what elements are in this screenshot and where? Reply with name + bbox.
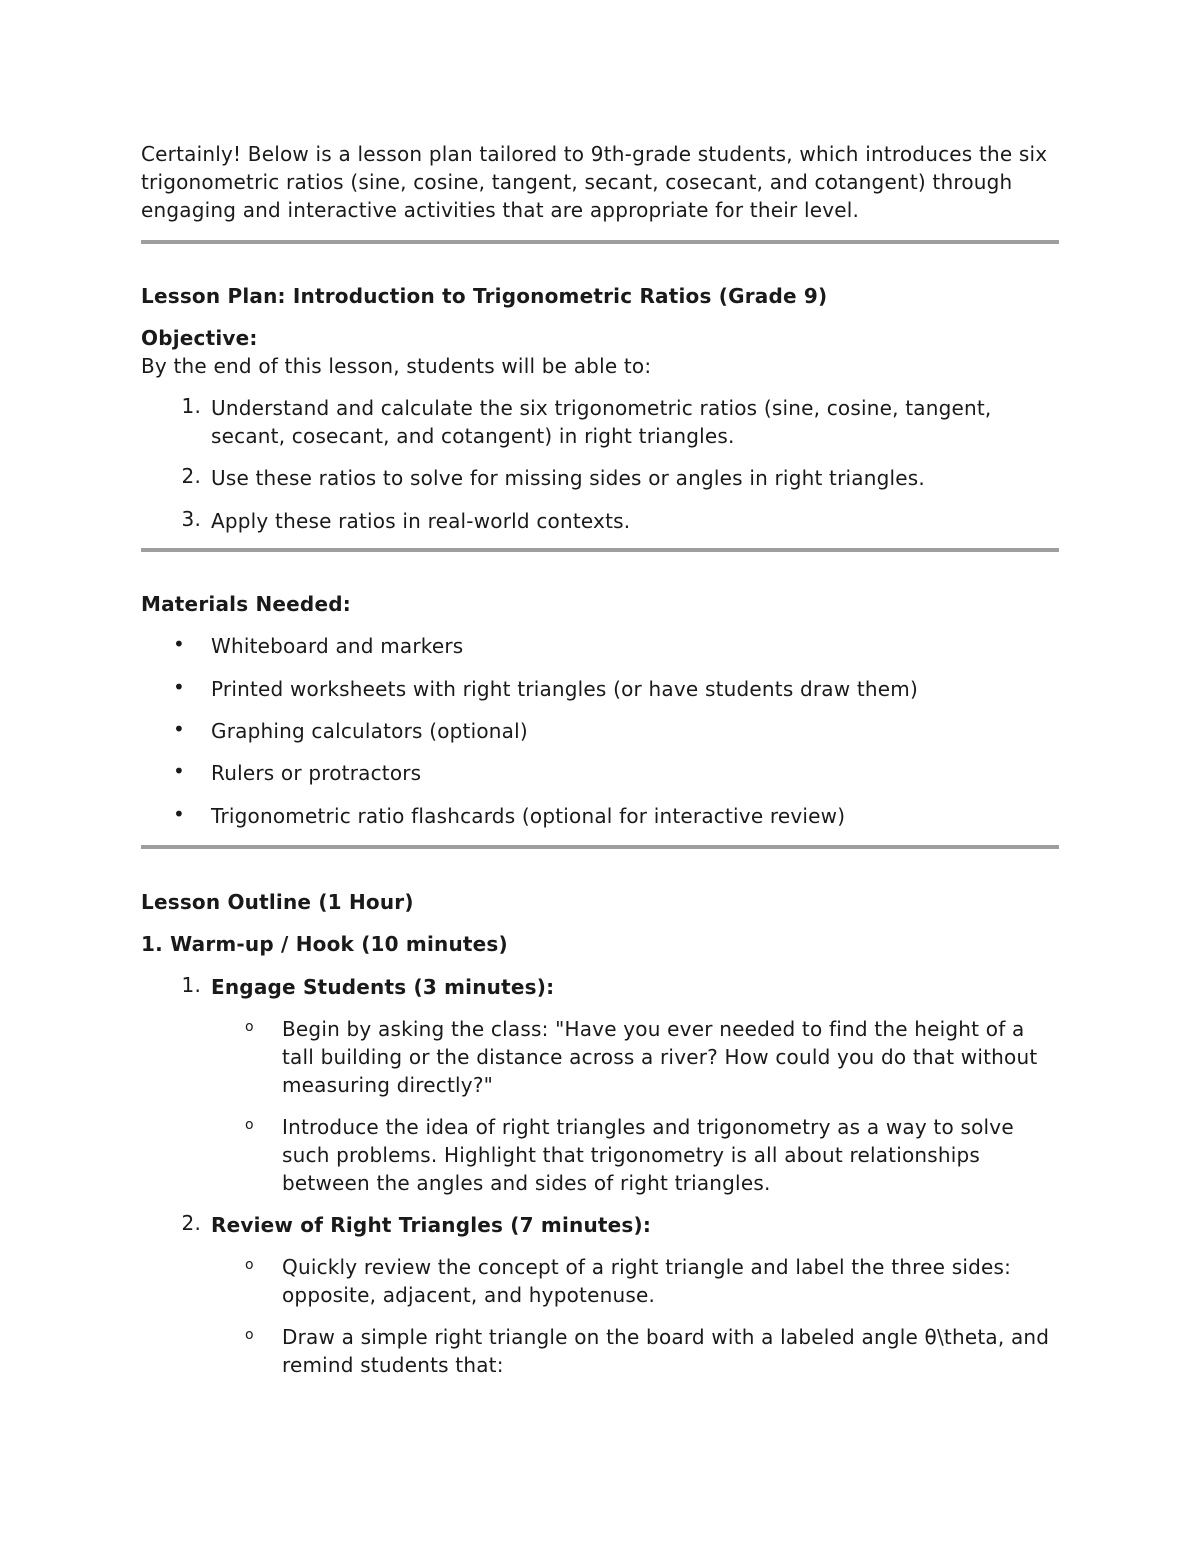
bullet-icon: • <box>173 717 185 741</box>
step-item <box>141 973 1061 1001</box>
item-text: Understand and calculate the six trigonometric ratios (sine, cosine, tangent, secant, cosecant, and cotangent) in right triangles. <box>211 396 992 448</box>
circle-bullet-icon: o <box>245 1019 254 1035</box>
objective-item <box>141 464 1061 492</box>
item-number: 1. <box>181 973 201 997</box>
bullet-icon: • <box>173 759 185 783</box>
intro-paragraph: Certainly! Below is a lesson plan tailored to 9th-grade students, which introduces the six trigonometric ratios (sine, cosine, tangent, secant, cosecant, and cotangent) through engaging and interactive activities that are appropriate for their level. <box>141 142 1048 222</box>
bullet-icon: • <box>173 802 185 826</box>
circle-bullet-icon: o <box>245 1117 254 1133</box>
step-point <box>141 1015 1061 1099</box>
circle-bullet-icon: o <box>245 1257 254 1273</box>
materials-item <box>141 675 1061 703</box>
materials-heading: Materials Needed: <box>141 592 351 616</box>
objective-lead: By the end of this lesson, students will be able to: <box>141 354 652 378</box>
step-point <box>141 1253 1061 1309</box>
lesson-title: Lesson Plan: Introduction to Trigonometric Ratios (Grade 9) <box>141 284 828 308</box>
point-text: Introduce the idea of right triangles and trigonometry as a way to solve such problems. Highlight that trigonometry is all about relationships between the angles and sides of right triangles. <box>282 1115 1014 1195</box>
point-text: Quickly review the concept of a right triangle and label the three sides: opposite, adjacent, and hypotenuse. <box>282 1255 1012 1307</box>
document-content <box>141 140 1061 1379</box>
horizontal-rule <box>141 240 1059 244</box>
materials-item <box>141 632 1061 660</box>
item-text: Trigonometric ratio flashcards (optional for interactive review) <box>211 804 846 828</box>
materials-item <box>141 717 1061 745</box>
item-text: Printed worksheets with right triangles (or have students draw them) <box>211 677 918 701</box>
item-text: Graphing calculators (optional) <box>211 719 528 743</box>
item-number: 1. <box>181 394 201 418</box>
materials-item <box>141 759 1061 787</box>
step-title: Review of Right Triangles (7 minutes): <box>211 1213 652 1237</box>
circle-bullet-icon: o <box>245 1327 254 1343</box>
step-point <box>141 1323 1061 1379</box>
step-title: Engage Students (3 minutes): <box>211 975 555 999</box>
horizontal-rule <box>141 548 1059 552</box>
item-number: 2. <box>181 464 201 488</box>
bullet-icon: • <box>173 632 185 656</box>
bullet-icon: • <box>173 675 185 699</box>
materials-item <box>141 802 1061 830</box>
point-text: Draw a simple right triangle on the board with a labeled angle θ\theta, and remind students that: <box>282 1325 1050 1377</box>
objective-heading: Objective: <box>141 326 258 350</box>
section-heading: 1. Warm-up / Hook (10 minutes) <box>141 932 508 956</box>
item-number: 3. <box>181 507 201 531</box>
item-number: 2. <box>181 1211 201 1235</box>
step-point <box>141 1113 1061 1197</box>
item-text: Use these ratios to solve for missing sides or angles in right triangles. <box>211 466 925 490</box>
item-text: Whiteboard and markers <box>211 634 464 658</box>
step-item <box>141 1211 1061 1239</box>
objective-item <box>141 394 1061 450</box>
outline-heading: Lesson Outline (1 Hour) <box>141 890 414 914</box>
objective-item <box>141 507 1061 535</box>
point-text: Begin by asking the class: "Have you ever needed to find the height of a tall building or the distance across a river? How could you do that without measuring directly?" <box>282 1017 1038 1097</box>
item-text: Rulers or protractors <box>211 761 422 785</box>
horizontal-rule <box>141 845 1059 849</box>
item-text: Apply these ratios in real-world contexts. <box>211 509 631 533</box>
